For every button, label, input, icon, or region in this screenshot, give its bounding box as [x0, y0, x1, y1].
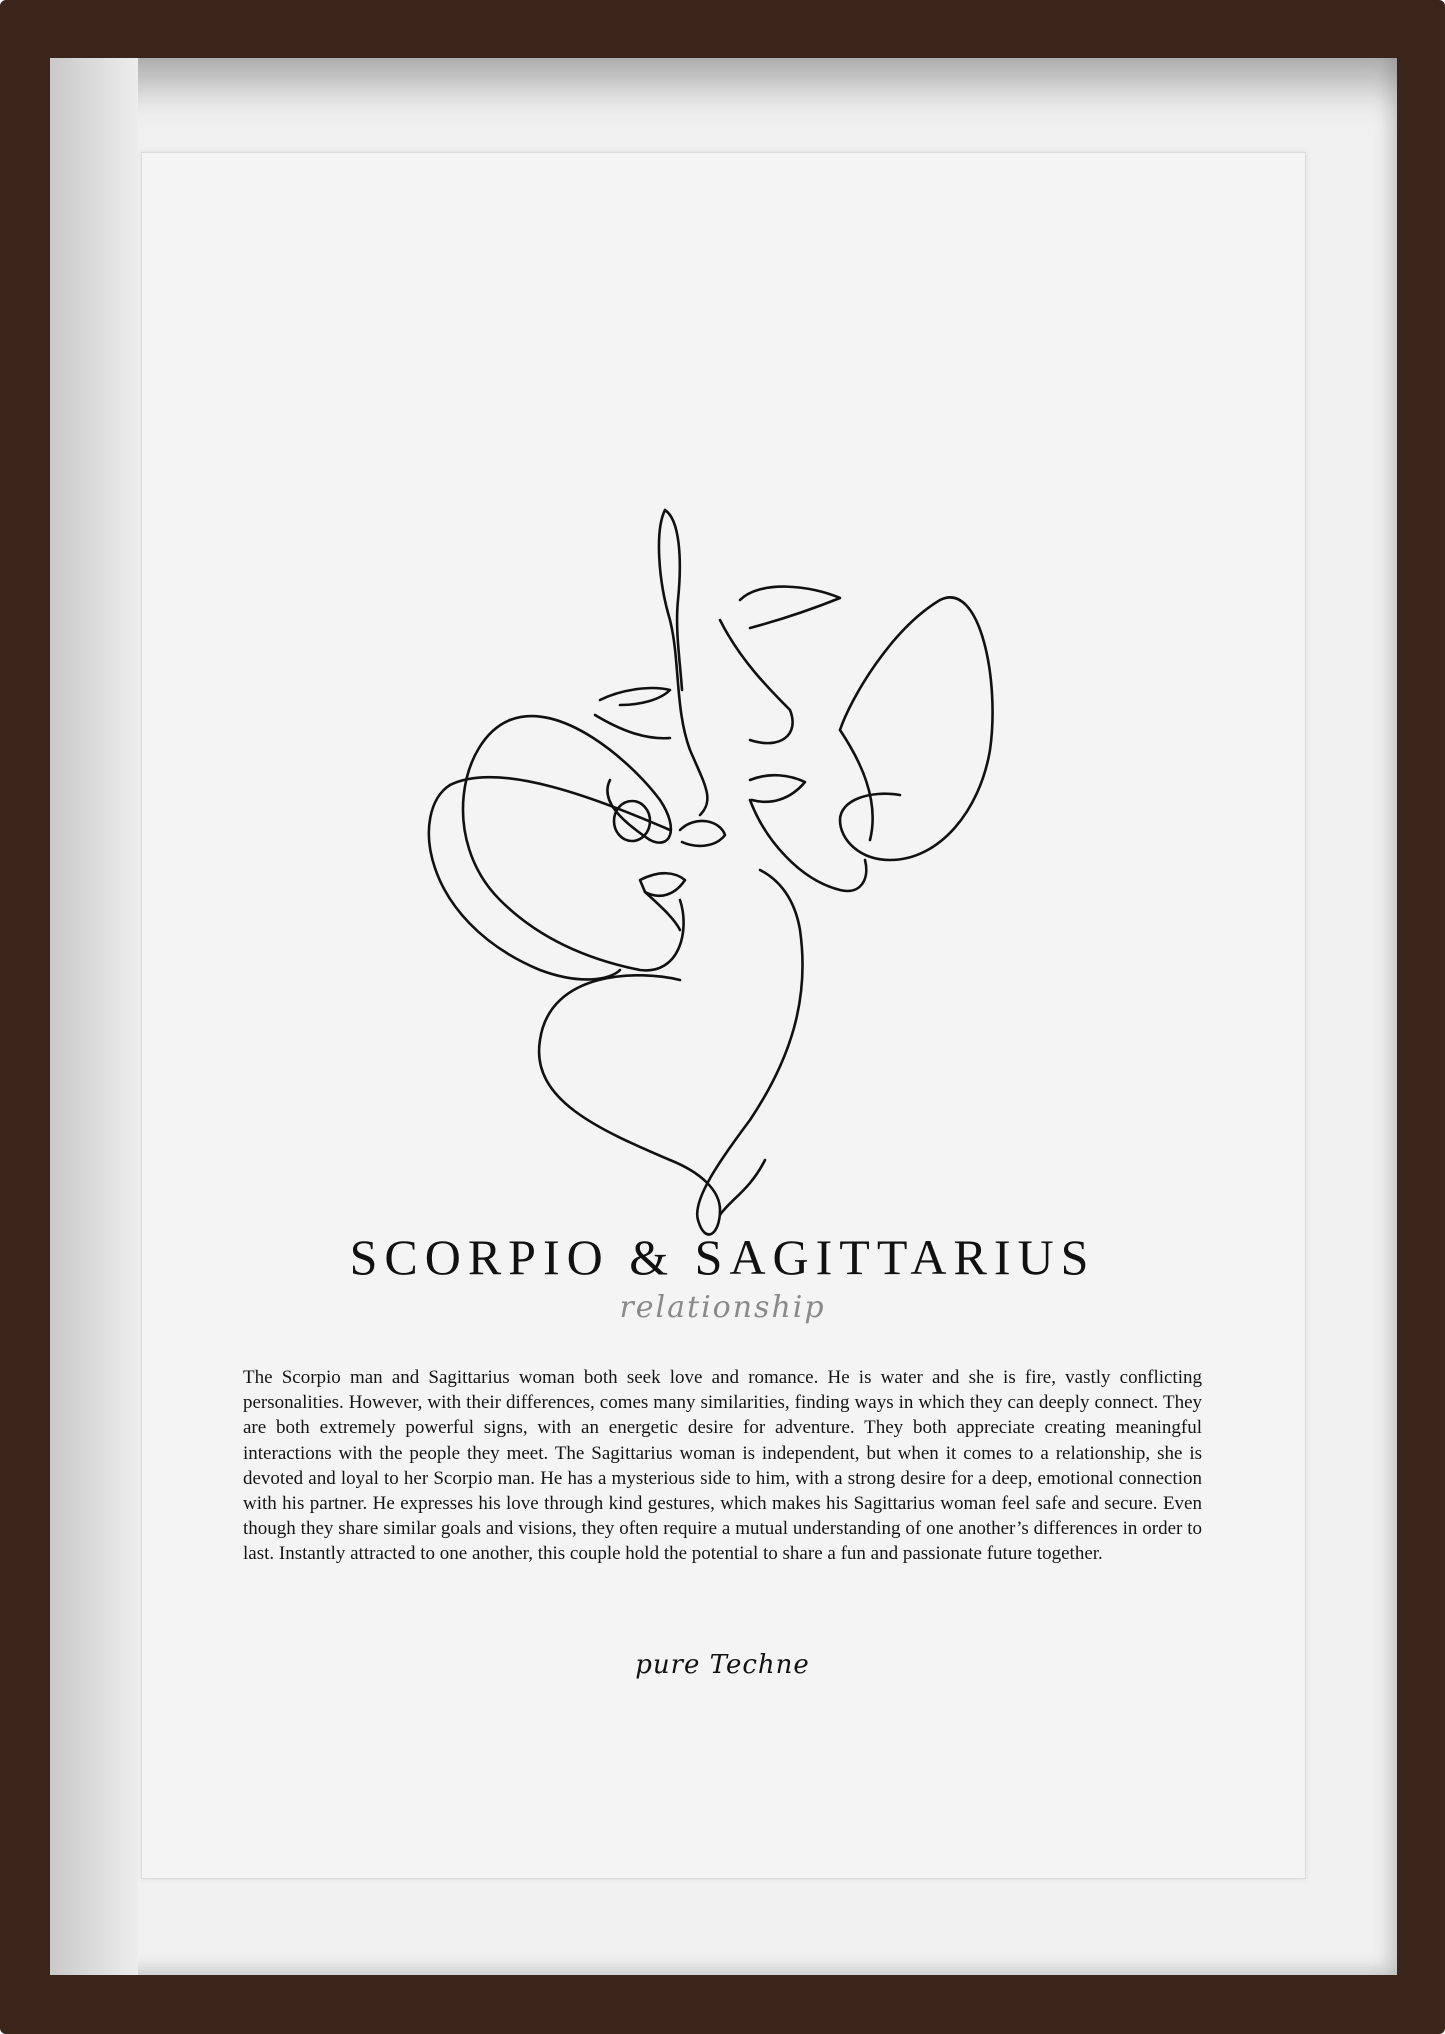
poster-description: The Scorpio man and Sagittarius woman both seek love and romance. He is water and she is fire, vastly conflicting personalities. However, with their differences, comes many similarities, finding ways in which they can deeply connect. They are both extremely powerful signs, with an energetic desire for adventure. They both appreciate creating meaningful interactions with the people they meet. The Sagittarius woman is independent, but when it comes to a relationship, she is devoted and loyal to her Scorpio man. He has a mysterious side to him, with a strong desire for a deep, emotional connection with his partner. He expresses his love through kind gestures, which makes his Sagittarius woman feel safe and secure. Even though they share similar goals and visions, they often require a mutual understanding of one another’s differences in order to last. Instantly attracted to one another, this couple hold the potential to share a fun and passionate future together. [243, 1367, 1202, 1565]
brand-signature: pure Techne [635, 1650, 810, 1680]
poster-title: SCORPIO & SAGITTARIUS [349, 1229, 1096, 1285]
line-art-faces-illustration [420, 500, 1020, 1240]
mat-shadow [50, 58, 138, 1975]
poster-subtitle: relationship [619, 1290, 826, 1325]
